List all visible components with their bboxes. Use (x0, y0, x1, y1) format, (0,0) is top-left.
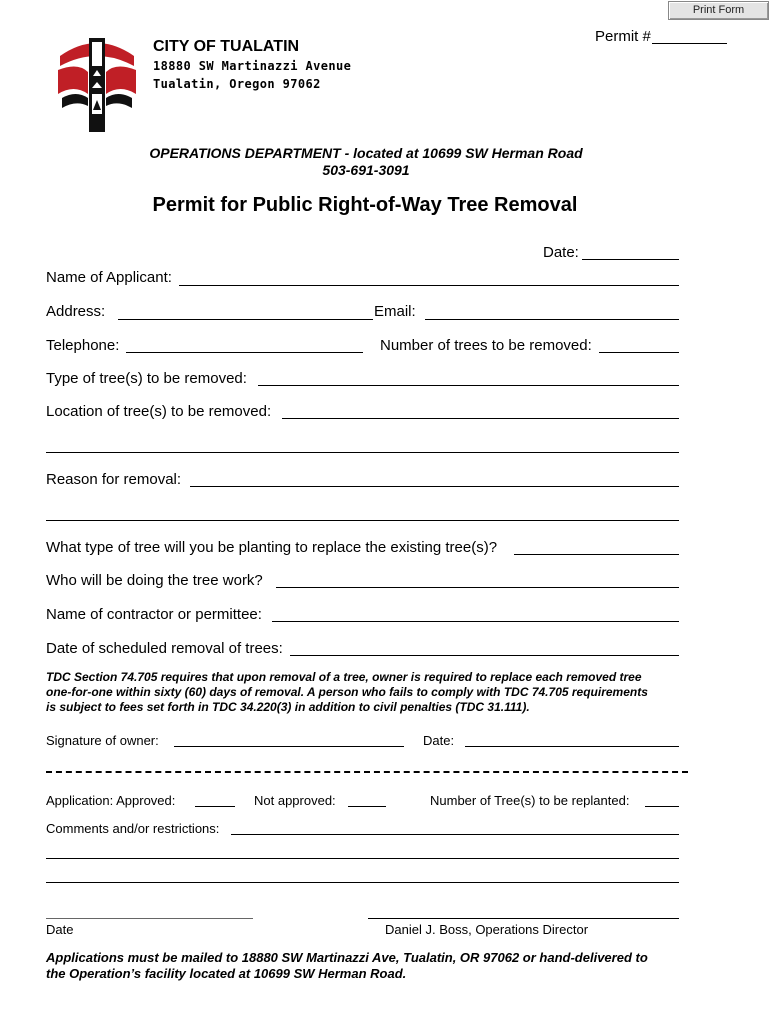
replacement-label: What type of tree will you be planting to replace the existing tree(s)? (46, 539, 498, 556)
num-trees-label: Number of trees to be removed: (380, 337, 592, 354)
signature-date-label: Date: (423, 733, 455, 748)
comments-field-line3[interactable] (46, 882, 679, 883)
print-form-button[interactable]: Print Form (668, 1, 769, 20)
date-field[interactable] (582, 259, 679, 260)
mailing-instructions-line2: the Operation’s facility located at 10699 SW Herman Road. (46, 966, 407, 981)
location-field[interactable] (282, 418, 679, 419)
permit-number-label: Permit # (595, 28, 651, 45)
signature-date-field[interactable] (465, 746, 679, 747)
telephone-field[interactable] (126, 352, 363, 353)
tree-type-field[interactable] (258, 385, 679, 386)
telephone-label: Telephone: (46, 337, 120, 354)
applicant-field[interactable] (179, 285, 679, 286)
director-signature-field[interactable] (368, 918, 679, 919)
replacement-field[interactable] (514, 554, 679, 555)
who-label: Who will be doing the tree work? (46, 572, 263, 589)
reason-label: Reason for removal: (46, 471, 182, 488)
permit-number-field[interactable] (652, 43, 727, 44)
scheduled-label: Date of scheduled removal of trees: (46, 640, 283, 657)
not-approved-label: Not approved: (254, 793, 336, 808)
reason-field-line2[interactable] (46, 520, 679, 521)
department-line: OPERATIONS DEPARTMENT - located at 10699 SW Herman Road (149, 145, 583, 161)
reason-field[interactable] (190, 486, 679, 487)
location-label: Location of tree(s) to be removed: (46, 403, 272, 420)
comments-field[interactable] (231, 834, 679, 835)
who-field[interactable] (276, 587, 679, 588)
contractor-field[interactable] (272, 621, 679, 622)
tdc-notice-line2: one-for-one within sixty (60) days of removal. A person who fails to comply with TDC 74.705 requirements (46, 685, 648, 699)
tree-type-label: Type of tree(s) to be removed: (46, 370, 247, 387)
city-name: CITY OF TUALATIN (153, 38, 300, 55)
num-trees-field[interactable] (599, 352, 679, 353)
office-date-field[interactable] (46, 918, 253, 919)
contractor-label: Name of contractor or permittee: (46, 606, 262, 623)
scheduled-field[interactable] (290, 655, 679, 656)
applicant-label: Name of Applicant: (46, 269, 172, 286)
office-date-label: Date (46, 922, 74, 937)
approved-field[interactable] (195, 806, 235, 807)
page-title: Permit for Public Right-of-Way Tree Removal (152, 194, 578, 216)
tdc-notice-line3: is subject to fees set forth in TDC 34.220(3) in addition to civil penalties (TDC 31.111). (46, 700, 530, 714)
separator (46, 771, 688, 773)
director-name: Daniel J. Boss, Operations Director (385, 922, 589, 937)
address-label: Address: (46, 303, 106, 320)
approved-label: Application: Approved: (46, 793, 176, 808)
tdc-notice-line1: TDC Section 74.705 requires that upon removal of a tree, owner is required to replace each removed tree (46, 670, 642, 684)
city-address-line2: Tualatin, Oregon 97062 (153, 77, 321, 91)
comments-field-line2[interactable] (46, 858, 679, 859)
owner-signature-field[interactable] (174, 746, 404, 747)
owner-signature-label: Signature of owner: (46, 733, 159, 748)
date-label: Date: (543, 244, 579, 261)
replanted-label: Number of Tree(s) to be replanted: (430, 793, 630, 808)
location-field-line2[interactable] (46, 452, 679, 453)
city-address-line1: 18880 SW Martinazzi Avenue (153, 59, 352, 73)
address-field[interactable] (118, 319, 373, 320)
city-logo (58, 36, 136, 132)
mailing-instructions-line1: Applications must be mailed to 18880 SW Martinazzi Ave, Tualatin, OR 97062 or hand-delivered to (46, 950, 648, 965)
not-approved-field[interactable] (348, 806, 386, 807)
email-label: Email: (374, 303, 416, 320)
email-field[interactable] (425, 319, 679, 320)
comments-label: Comments and/or restrictions: (46, 821, 220, 836)
replanted-field[interactable] (645, 806, 679, 807)
department-phone: 503-691-3091 (322, 162, 410, 178)
